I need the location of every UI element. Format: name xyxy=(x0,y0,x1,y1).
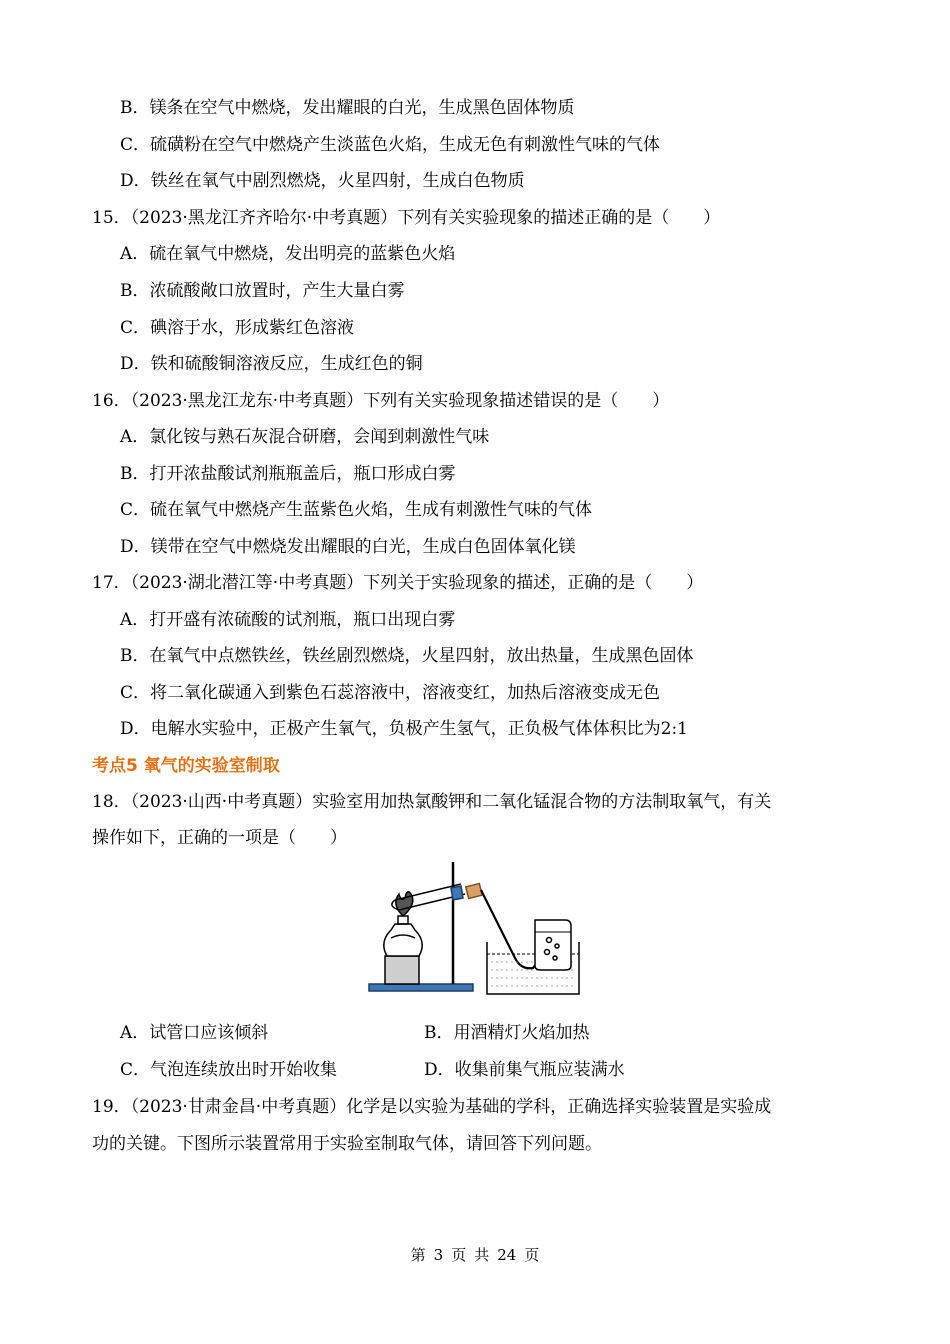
clamp xyxy=(451,886,463,900)
q18-stem-line2: 操作如下，正确的一项是（ ） xyxy=(92,828,347,848)
alcohol-lamp xyxy=(384,924,422,956)
q17-stem: 17．（2023·湖北潜江等·中考真题）下列关于实验现象的描述，正确的是（ ） xyxy=(92,573,704,593)
stand-base xyxy=(369,984,473,991)
oxygen-apparatus-figure xyxy=(365,858,585,996)
support-block xyxy=(385,956,419,984)
option-label: B． xyxy=(120,646,150,666)
q15-option-b xyxy=(120,280,405,302)
option-text: 电解水实验中，正极产生氧气，负极产生氢气，正负极气体体积比为2:1 xyxy=(150,719,688,739)
q16-option-d xyxy=(120,536,576,558)
flame-icon xyxy=(396,892,413,916)
option-label: D． xyxy=(120,354,151,374)
option-text: 碘溶于水，形成紫红色溶液 xyxy=(150,318,355,338)
gas-jar xyxy=(535,920,571,970)
option-text: 打开浓盐酸试剂瓶瓶盖后，瓶口形成白雾 xyxy=(149,464,456,484)
option-label: D． xyxy=(424,1060,455,1080)
option-label: A． xyxy=(120,244,150,264)
q16-option-c xyxy=(120,499,592,521)
q18-option-d xyxy=(424,1059,625,1081)
q15-stem: 15．（2023·黑龙江齐齐哈尔·中考真题）下列有关实验现象的描述正确的是（ ） xyxy=(92,208,721,228)
option-label: B． xyxy=(120,98,150,118)
footer-suffix: 页 xyxy=(524,1246,540,1264)
option-label: C． xyxy=(120,500,151,520)
stopper xyxy=(466,883,482,898)
q15-option-d xyxy=(120,353,423,375)
q16-option-b xyxy=(120,463,456,485)
option-text: 在氧气中点燃铁丝，铁丝剧烈燃烧，火星四射，放出热量，生成黑色固体 xyxy=(149,646,694,666)
q19-stem-line2: 功的关键。下图所示装置常用于实验室制取气体，请回答下列问题。 xyxy=(92,1134,602,1154)
q15-option-c xyxy=(120,317,354,339)
q14-option-d xyxy=(120,170,525,192)
option-text: 镁带在空气中燃烧发出耀眼的白光，生成白色固体氧化镁 xyxy=(150,537,576,557)
q18-option-b xyxy=(424,1022,590,1044)
option-text: 镁条在空气中燃烧，发出耀眼的白光，生成黑色固体物质 xyxy=(149,98,575,118)
option-text: 硫在氧气中燃烧产生蓝紫色火焰，生成有刺激性气味的气体 xyxy=(150,500,593,520)
footer-page-number: 3 xyxy=(433,1246,444,1264)
q17-option-a xyxy=(120,609,455,631)
q17-option-c xyxy=(120,682,660,704)
option-label: C． xyxy=(120,1060,151,1080)
option-label: C． xyxy=(120,135,151,155)
option-label: B． xyxy=(424,1023,454,1043)
option-text: 硫在氧气中燃烧，发出明亮的蓝紫色火焰 xyxy=(149,244,456,264)
option-text: 将二氧化碳通入到紫色石蕊溶液中，溶液变红，加热后溶液变成无色 xyxy=(150,683,661,703)
option-label: A． xyxy=(120,427,150,447)
option-text: 氯化铵与熟石灰混合研磨，会闻到刺激性气味 xyxy=(149,427,490,447)
section-heading: 考点5 氧气的实验室制取 xyxy=(92,756,280,776)
option-label: A． xyxy=(120,1023,150,1043)
q14-option-b xyxy=(120,97,575,119)
q19-stem-line1: 19．（2023·甘肃金昌·中考真题）化学是以实验为基础的学科，正确选择实验装置是实验成 xyxy=(92,1097,772,1117)
q18-stem-line1: 18．（2023·山西·中考真题）实验室用加热氯酸钾和二氧化锰混合物的方法制取氧气，有关 xyxy=(92,792,772,812)
option-label: B． xyxy=(120,464,150,484)
delivery-tube xyxy=(481,890,543,968)
q18-option-a xyxy=(120,1022,268,1044)
option-label: D． xyxy=(120,171,151,191)
option-text: 硫磺粉在空气中燃烧产生淡蓝色火焰，生成无色有刺激性气味的气体 xyxy=(150,135,661,155)
option-text: 试管口应该倾斜 xyxy=(149,1023,269,1043)
page-footer xyxy=(0,1245,950,1265)
option-text: 气泡连续放出时开始收集 xyxy=(150,1060,338,1080)
q16-stem: 16．（2023·黑龙江龙东·中考真题）下列有关实验现象描述错误的是（ ） xyxy=(92,391,670,411)
footer-mid2: 共 xyxy=(474,1246,490,1264)
option-label: C． xyxy=(120,683,151,703)
footer-mid1: 页 xyxy=(451,1246,467,1264)
option-label: C． xyxy=(120,318,151,338)
lamp-neck xyxy=(398,916,408,924)
q14-option-c xyxy=(120,134,660,156)
footer-total-pages: 24 xyxy=(497,1246,517,1264)
q17-option-d xyxy=(120,718,688,740)
q16-option-a xyxy=(120,426,489,448)
option-text: 铁丝在氧气中剧烈燃烧，火星四射，生成白色物质 xyxy=(150,171,525,191)
q17-option-b xyxy=(120,645,694,667)
footer-prefix: 第 xyxy=(410,1246,426,1264)
option-label: D． xyxy=(120,719,151,739)
option-text: 浓硫酸敞口放置时，产生大量白雾 xyxy=(149,281,405,301)
option-text: 用酒精灯火焰加热 xyxy=(453,1023,590,1043)
option-label: D． xyxy=(120,537,151,557)
option-label: A． xyxy=(120,610,150,630)
option-text: 收集前集气瓶应装满水 xyxy=(454,1060,625,1080)
q15-option-a xyxy=(120,243,455,265)
option-label: B． xyxy=(120,281,150,301)
q18-option-c xyxy=(120,1059,337,1081)
option-text: 铁和硫酸铜溶液反应，生成红色的铜 xyxy=(150,354,423,374)
option-text: 打开盛有浓硫酸的试剂瓶，瓶口出现白雾 xyxy=(149,610,456,630)
